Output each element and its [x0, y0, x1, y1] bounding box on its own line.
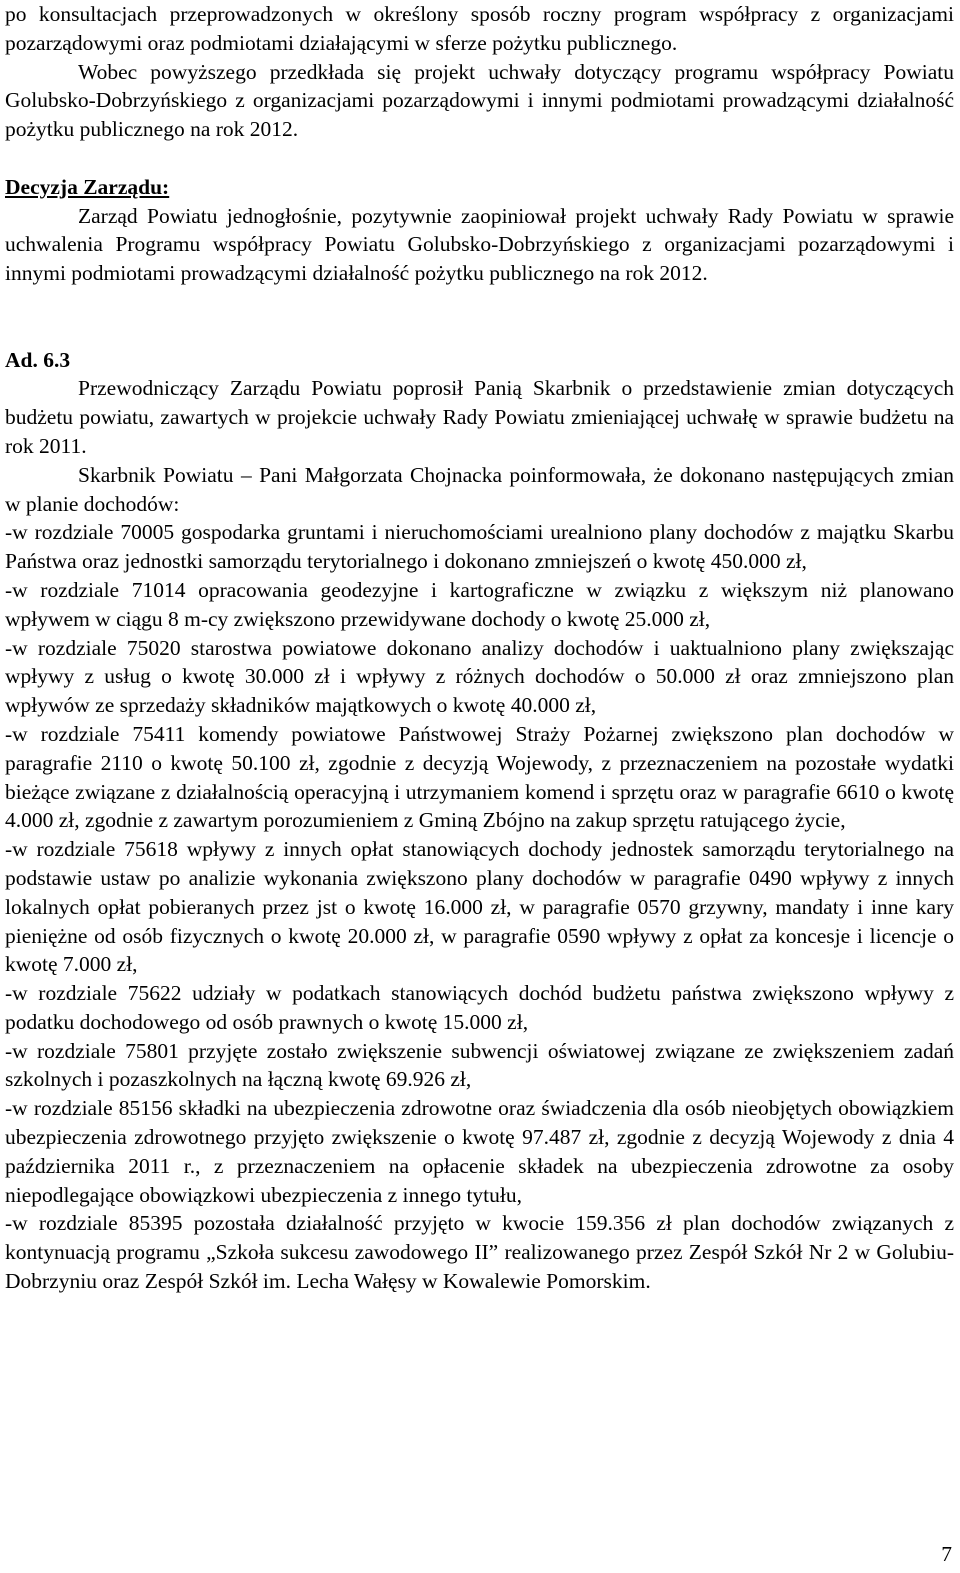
income-change-item: -w rozdziale 70005 gospodarka gruntami i nieruchomościami urealniono plany dochodów z majątku Skarbu Państwa oraz jednostki samorządu terytorialnego i dokonano zmniejszeń o kwotę 450.000 zł, [5, 520, 954, 574]
decision-text: Zarząd Powiatu jednogłośnie, pozytywnie zaopiniował projekt uchwały Rady Powiatu w sprawie uchwalenia Programu współpracy Powiatu Golubsko-Dobrzyńskiego z organizacjami pozarządowymi i innymi podmiotami prowadzącymi działalność pożytku publicznego na rok 2012. [5, 203, 954, 286]
income-change-item: -w rozdziale 75411 komendy powiatowe Państwowej Straży Pożarnej zwiększono plan dochodów w paragrafie 2110 o kwotę 50.100 zł, zgodnie z decyzją Wojewody, z przeznaczeniem na pozostałe wydatki bieżące związane z działalnością operacyjną i utrzymaniem komend i sprzętu oraz w paragrafie 6610 o kwotę 4.000 zł, zgodnie z zawartym porozumieniem z Gminą Zbójno na zakup sprzętu ratującego życie, [5, 721, 954, 833]
income-change-item: -w rozdziale 75801 przyjęte zostało zwiększenie subwencji oświatowej związane ze zwiększeniem zadań szkolnych i pozaszkolnych na łączną kwotę 69.926 zł, [5, 1038, 954, 1092]
agenda-item-heading: Ad. 6.3 [5, 347, 71, 372]
intro-paragraph: po konsultacjach przeprowadzonych w określony sposób roczny program współpracy z organizacjami pozarządowymi oraz podmiotami działającymi w sferze pożytku publicznego. [5, 2, 954, 55]
income-change-item: -w rozdziale 75622 udziały w podatkach stanowiących dochód budżetu państwa zwiększono wpływy z podatku dochodowego od osób prawnych o kwotę 15.000 zł, [5, 981, 954, 1034]
page-number: 7 [941, 1542, 952, 1566]
proposal-paragraph: Wobec powyższego przedkłada się projekt uchwały dotyczący programu współpracy Powiatu Golubsko-Dobrzyńskiego z organizacjami pozarządowymi i innymi podmiotami prowadzącymi działalność pożytku publicznego na rok 2012. [5, 59, 954, 142]
decision-heading: Decyzja Zarządu: [5, 174, 170, 199]
document-page [5, 0, 954, 1296]
income-change-item: -w rozdziale 71014 opracowania geodezyjne i kartograficzne w związku z większym niż planowano wpływem w ciągu 8 m-cy zwiększono przewidywane dochody o kwotę 25.000 zł, [5, 577, 954, 631]
income-change-item: -w rozdziale 85156 składki na ubezpieczenia zdrowotne oraz świadczenia dla osób nieobjętych obowiązkiem ubezpieczenia zdrowotnego przyjęto zwiększenie o kwotę 97.487 zł, zgodnie z decyzją Wojewody z dnia 4 października 2011 r., z przeznaczeniem na opłacenie składek na ubezpieczenia zdrowotne za osoby niepodlegające obowiązkowi ubezpieczenia z innego tytułu, [5, 1096, 954, 1207]
agenda-item-intro: Przewodniczący Zarządu Powiatu poprosił Panią Skarbnik o przedstawienie zmian dotyczących budżetu powiatu, zawartych w projekcie uchwały Rady Powiatu zmieniającej uchwałę w sprawie budżetu na rok 2011. [5, 376, 954, 458]
income-change-item: -w rozdziale 75618 wpływy z innych opłat stanowiących dochody jednostek samorządu terytorialnego na podstawie ustaw po analizie wykonania zwiększono plany dochodów w paragrafie 0490 wpływy z innych lokalnych opłat pobieranych przez jst o kwotę 16.000 zł, w paragrafie 0570 grzywny, mandaty i inne kary pieniężne od osób fizycznych o kwotę 20.000 zł, w paragrafie 0590 wpływy z opłat za koncesje i licencje o kwotę 7.000 zł, [5, 837, 954, 977]
treasurer-intro: Skarbnik Powiatu – Pani Małgorzata Chojnacka poinformowała, że dokonano następujących zmian w planie dochodów: [5, 462, 954, 516]
income-change-item: -w rozdziale 75020 starostwa powiatowe dokonano analizy dochodów i uaktualniono plany zwiększając wpływy z usług o kwotę 30.000 zł i wpływy z różnych dochodów o 50.000 zł oraz zmniejszono plan wpływów ze sprzedaży składników majątkowych o kwotę 40.000 zł, [5, 635, 954, 718]
income-change-item: -w rozdziale 85395 pozostała działalność przyjęto w kwocie 159.356 zł plan dochodów związanych z kontynuacją programu „Szkoła sukcesu zawodowego II” realizowanego przez Zespół Szkół Nr 2 w Golubiu-Dobrzyniu oraz Zespół Szkół im. Lecha Wałęsy w Kowalewie Pomorskim. [5, 1211, 954, 1294]
